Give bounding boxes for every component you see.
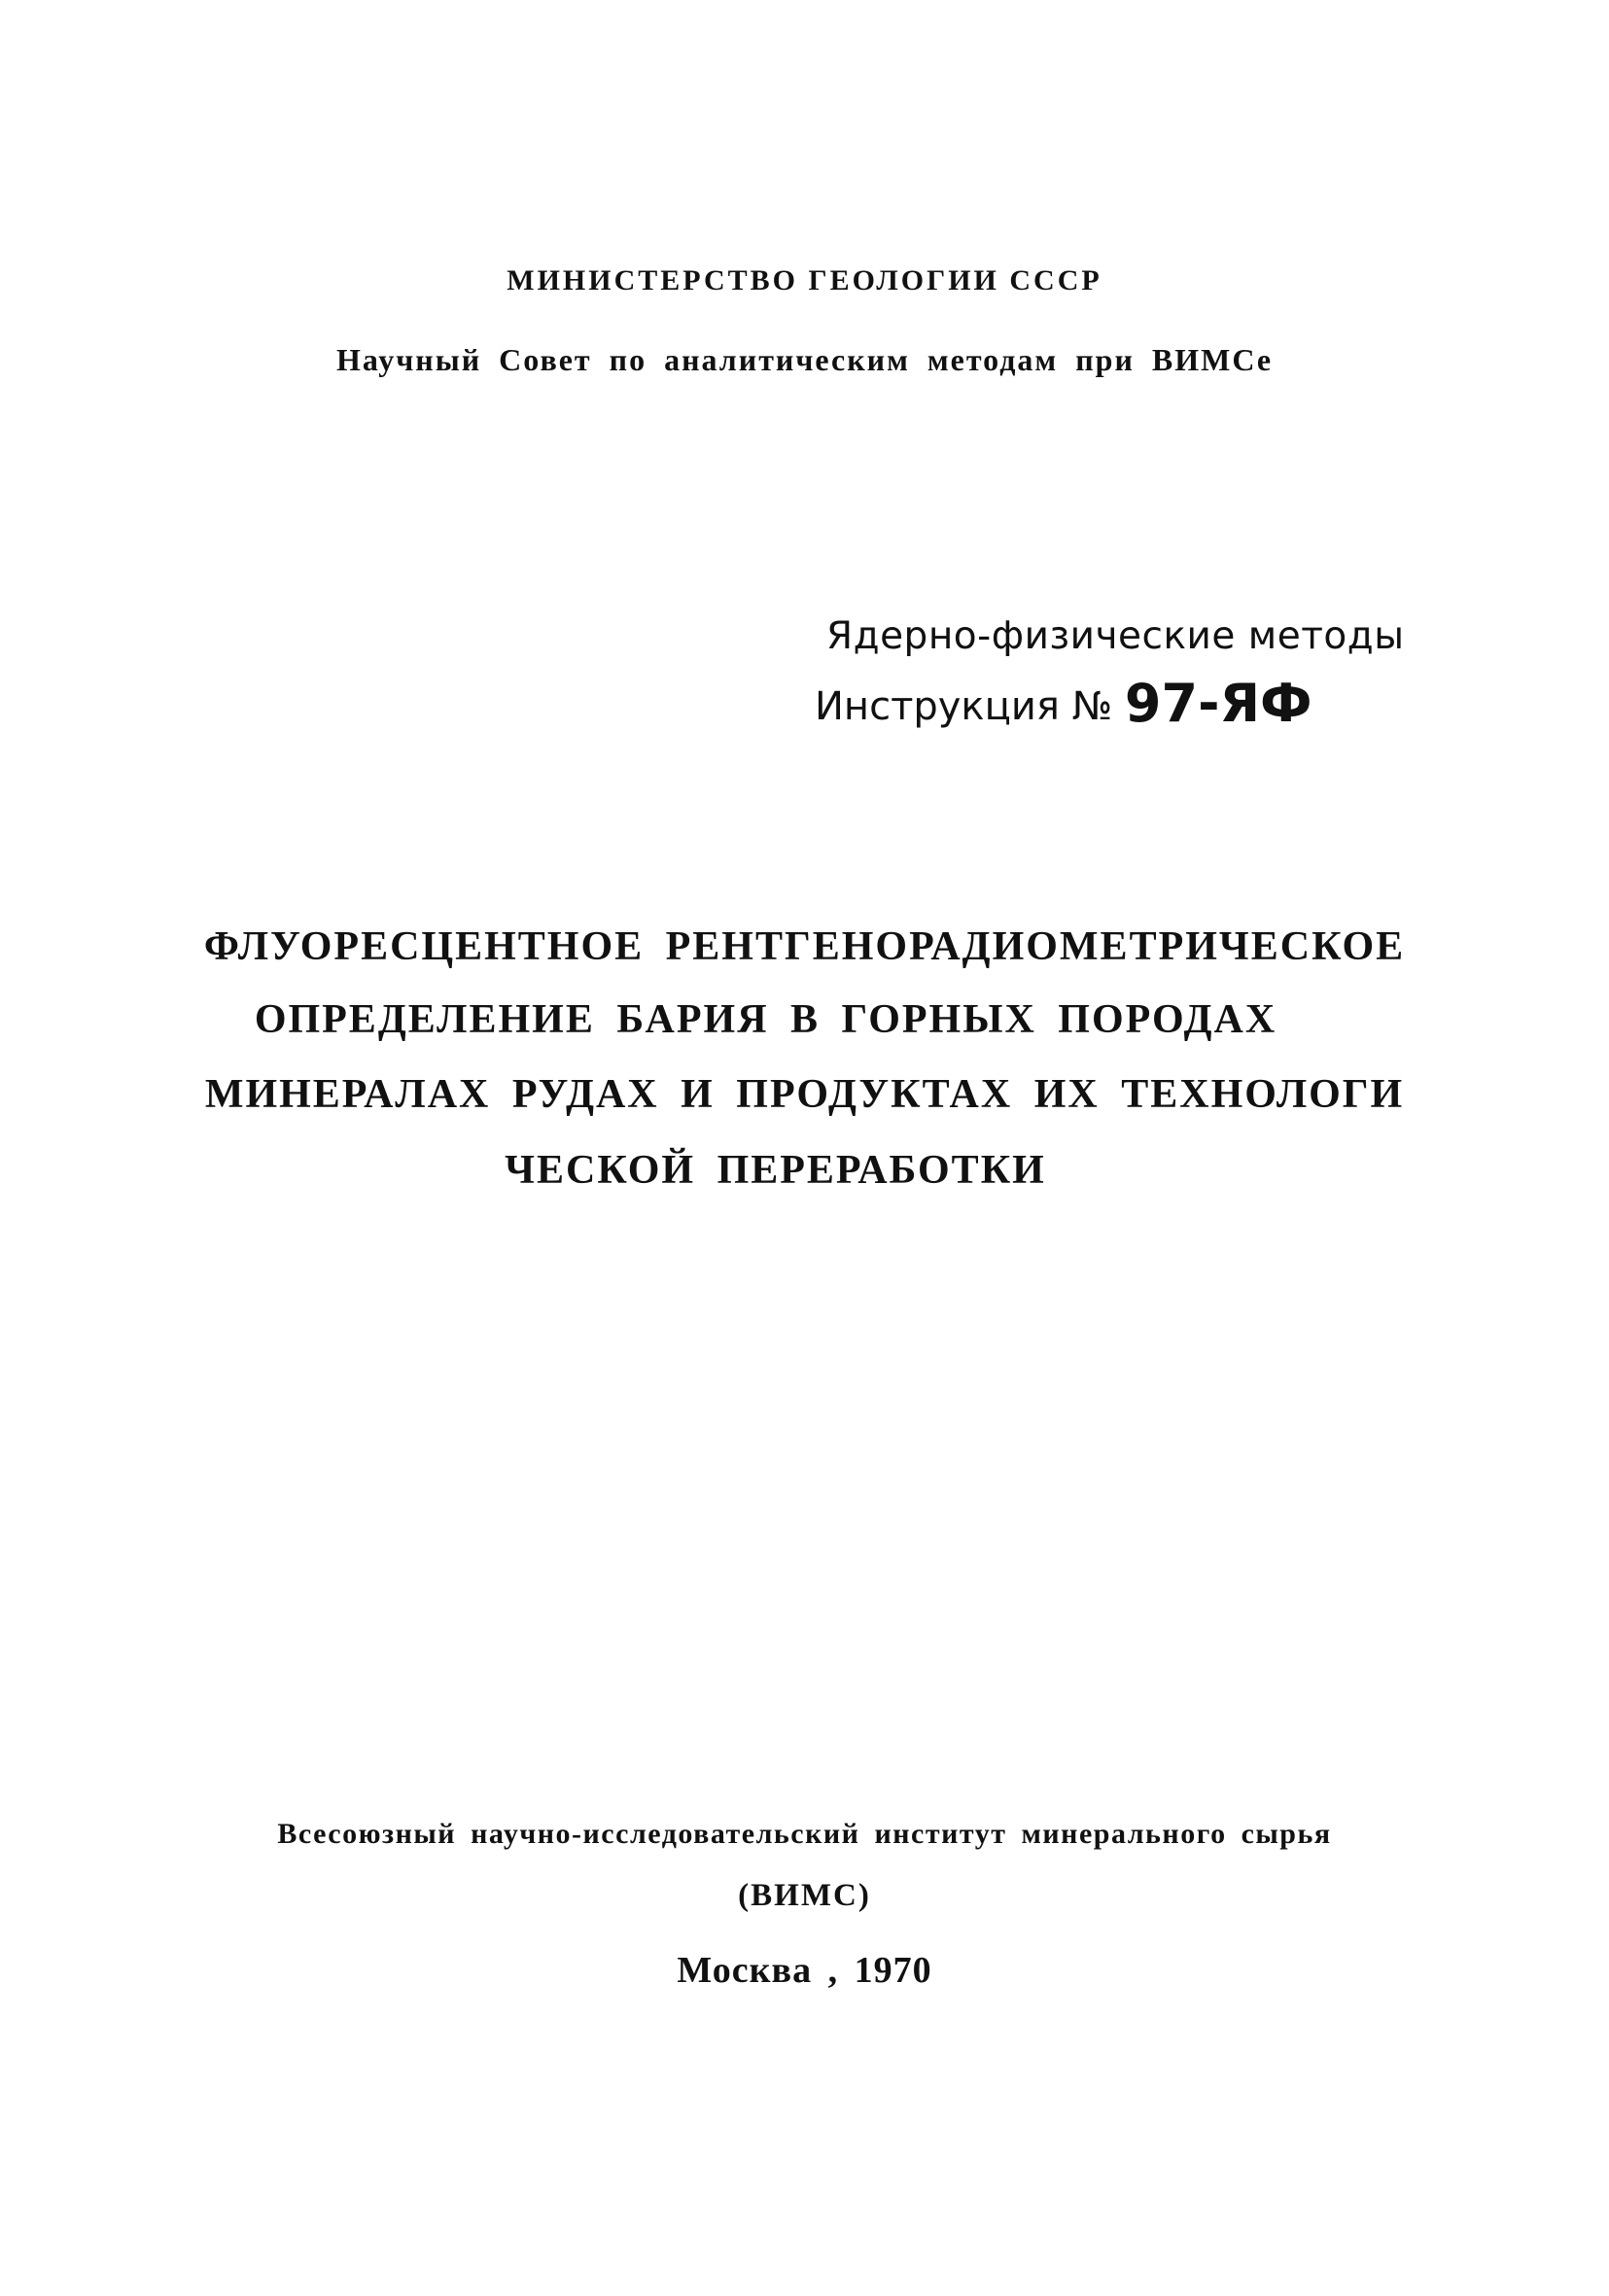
series-category: Ядерно-физические методы: [826, 614, 1405, 658]
institute-name: Всесоюзный научно-исследовательский институт минерального сырья: [277, 1818, 1332, 1850]
document-title-line-2: ОПРЕДЕЛЕНИЕ БАРИЯ В ГОРНЫХ ПОРОДАХ: [254, 997, 1277, 1042]
instruction-prefix: Инструкция №: [815, 684, 1113, 729]
council-subheading: Научный Совет по аналитическим методам при ВИМСе: [335, 342, 1274, 377]
document-title-line-3: МИНЕРАЛАХ РУДАХ И ПРОДУКТАХ ИХ ТЕХНОЛОГИ: [204, 1072, 1405, 1117]
instruction-number: 97-ЯФ: [1124, 673, 1312, 734]
institute-abbreviation: (ВИМС): [738, 1878, 871, 1913]
document-title-line-1: ФЛУОРЕСЦЕНТНОЕ РЕНТГЕНОРАДИОМЕТРИЧЕСКОЕ: [203, 924, 1406, 969]
instruction-number-line: [815, 671, 1312, 732]
document-title-line-4: ЧЕСКОЙ ПЕРЕРАБОТКИ: [505, 1148, 1046, 1193]
ministry-heading: МИНИСТЕРСТВО ГЕОЛОГИИ СССР: [507, 264, 1102, 296]
publication-place-year: Москва , 1970: [677, 1950, 932, 1991]
